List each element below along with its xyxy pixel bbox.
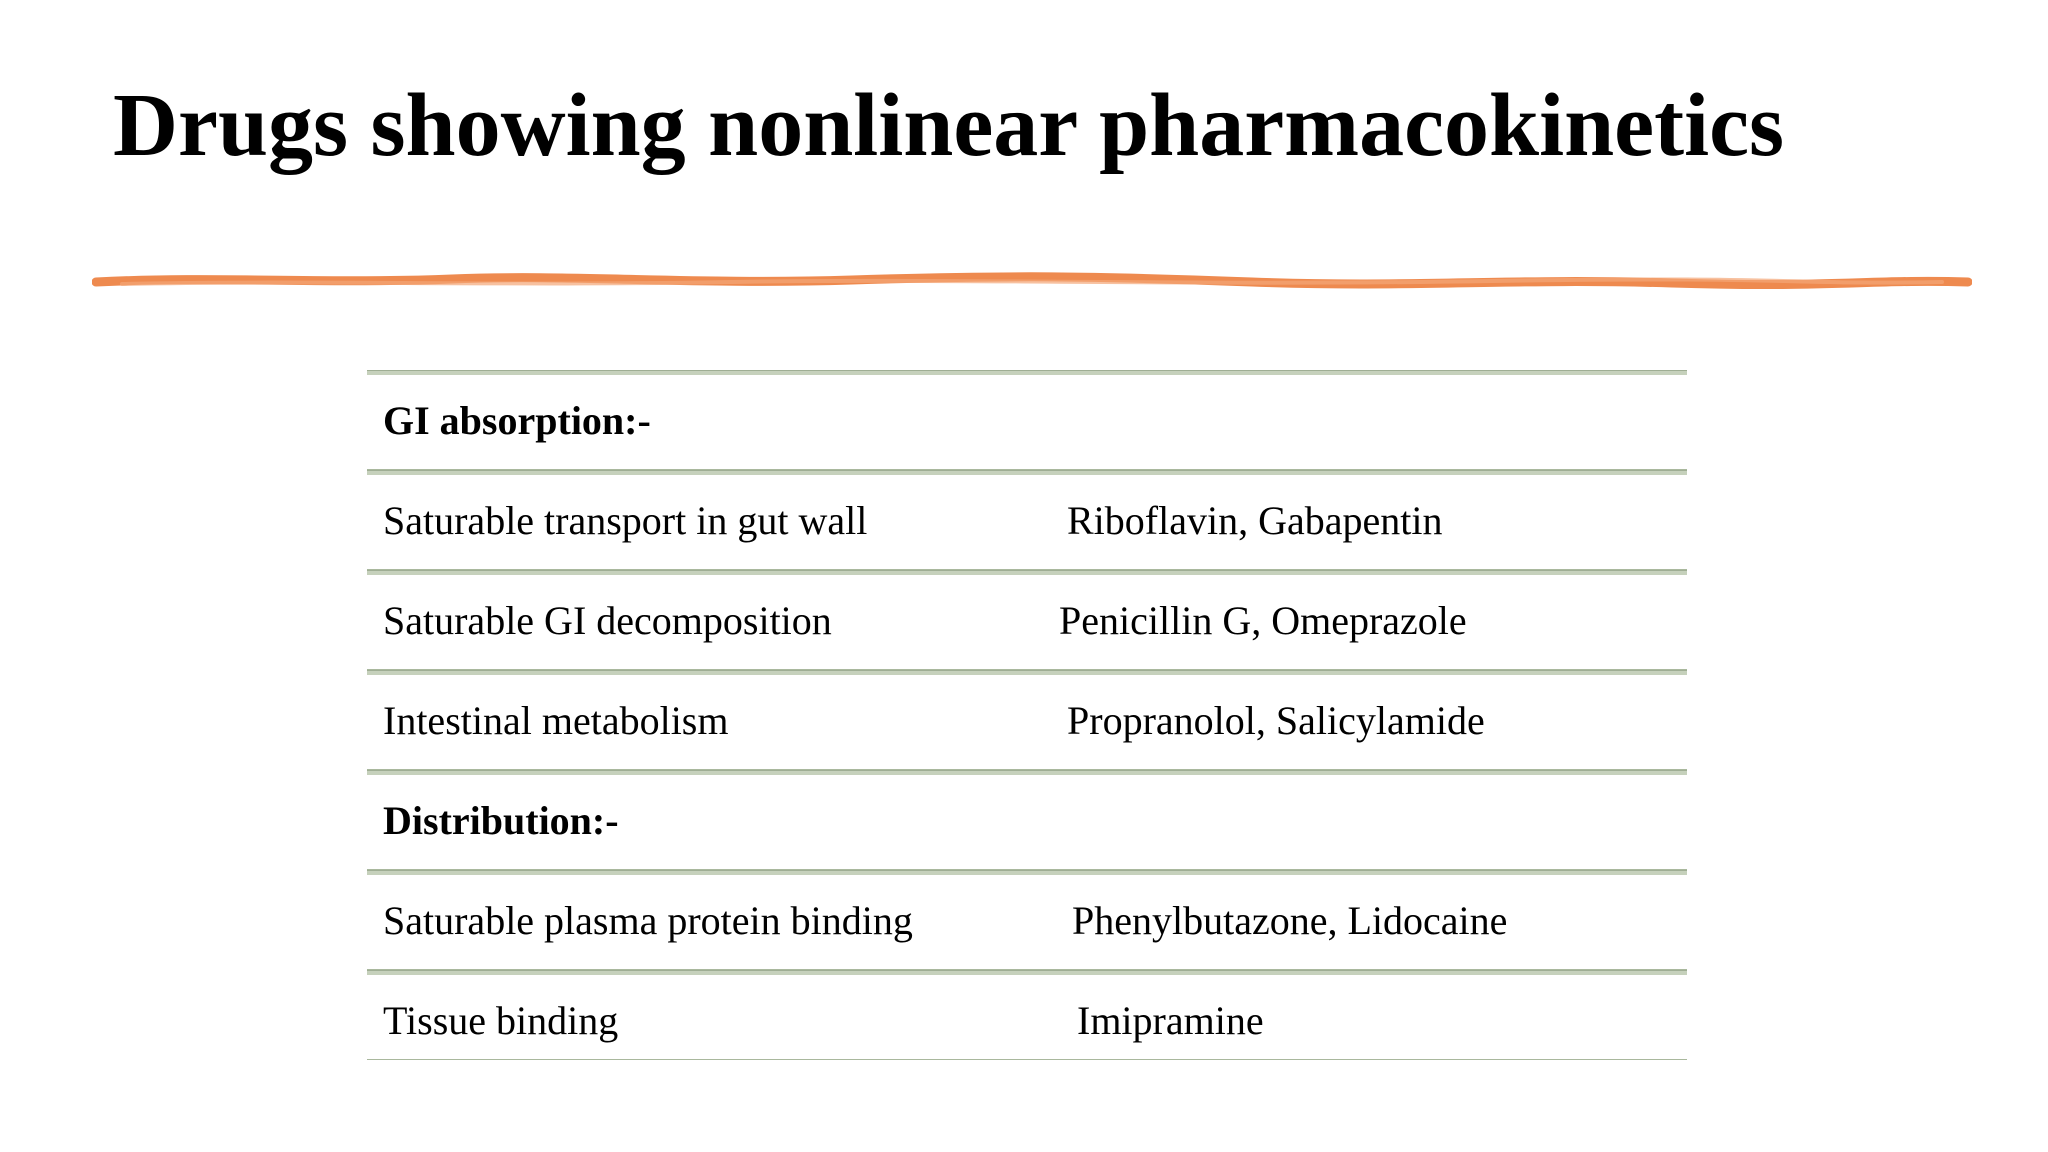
drug-table	[367, 370, 1687, 1060]
table-row-gi-absorption-heading	[367, 370, 1687, 470]
examples-cell: Propranolol, Salicylamide	[1067, 698, 1485, 743]
examples-cell: Penicillin G, Omeprazole	[1059, 598, 1467, 643]
slide-title: Drugs showing nonlinear pharmacokinetics	[113, 76, 1785, 175]
section-heading: Distribution:-	[383, 798, 619, 843]
table-row	[367, 570, 1687, 670]
title-underline	[92, 270, 1972, 294]
table-row	[367, 470, 1687, 570]
examples-cell: Imipramine	[1077, 998, 1264, 1043]
table-row	[367, 670, 1687, 770]
process-cell: Saturable plasma protein binding	[383, 898, 913, 943]
examples-cell: Riboflavin, Gabapentin	[1067, 498, 1443, 543]
process-cell: Intestinal metabolism	[383, 698, 729, 743]
table-row	[367, 870, 1687, 970]
table-row-distribution-heading	[367, 770, 1687, 870]
process-cell: Saturable GI decomposition	[383, 598, 832, 643]
process-cell: Tissue binding	[383, 998, 619, 1043]
section-heading: GI absorption:-	[383, 398, 651, 443]
table-row	[367, 970, 1687, 1060]
process-cell: Saturable transport in gut wall	[383, 498, 868, 543]
examples-cell: Phenylbutazone, Lidocaine	[1072, 898, 1508, 943]
